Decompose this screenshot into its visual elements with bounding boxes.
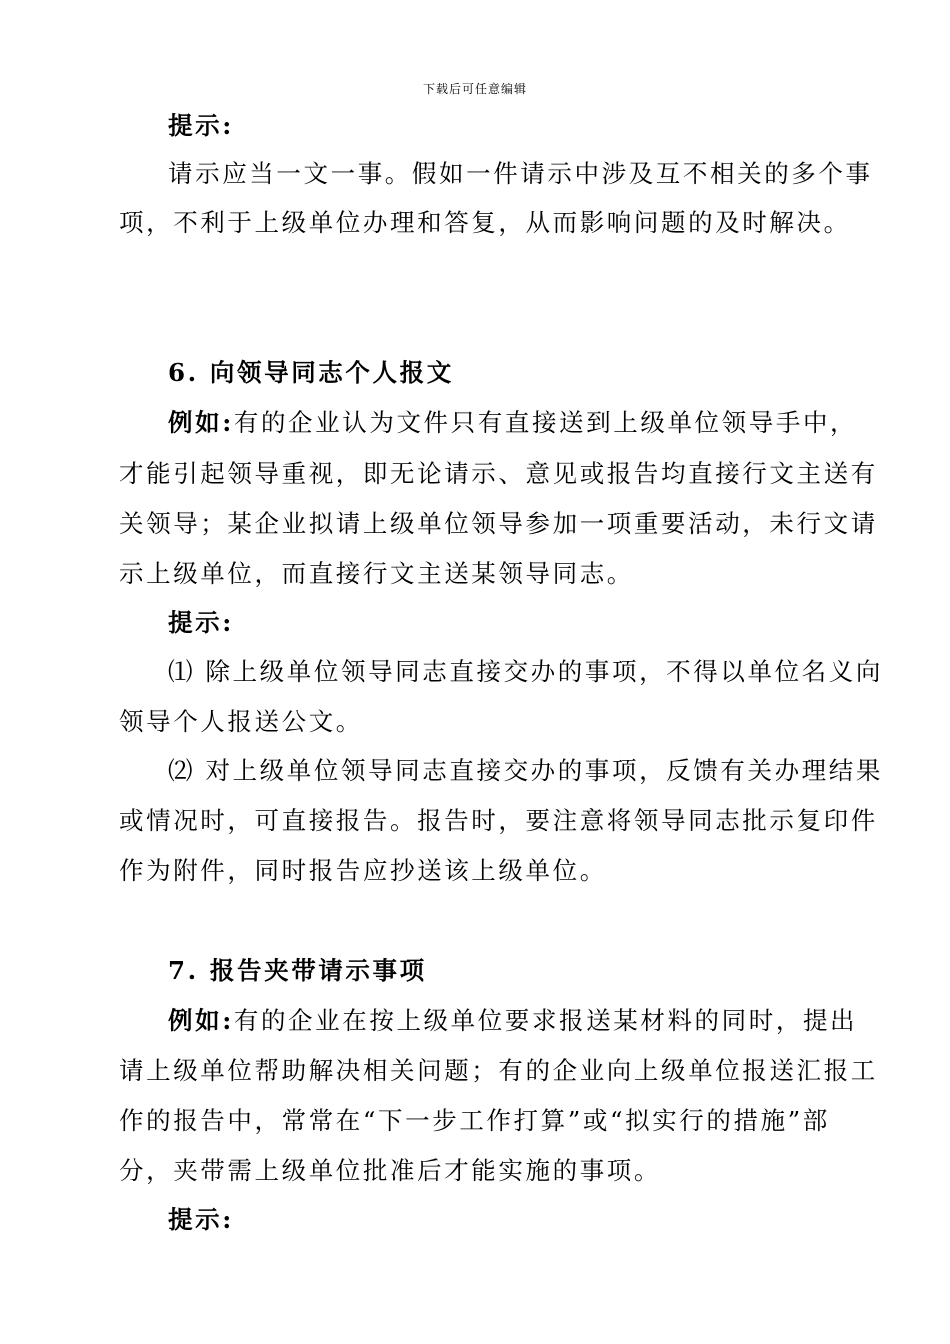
section-7-example-first-line [168,1005,857,1037]
tip-line-prev-2: 项，不利于上级单位办理和答复，从而影响问题的及时解决。 [119,208,851,237]
section-6-example-first-line [168,407,857,439]
tip-label-prev: 提示: [168,111,234,140]
section-6-example-label: 例如: [168,408,234,437]
section-6-point-2-line-1: 或情况时，可直接报告。报告时，要注意将领导同志批示复印件 [119,806,878,835]
section-6-example-line-2: 关领导；某企业拟请上级单位领导参加一项重要活动，未行文请 [119,509,878,538]
section-6-tip-label: 提示: [168,608,234,637]
section-7-example-first: 有的企业在按上级单位要求报送某材料的同时，提出 [233,1006,858,1035]
section-7-tip-label: 提示: [168,1205,234,1234]
section-6-example-line-3: 示上级单位，而直接行文主送某领导同志。 [119,559,634,588]
section-6-point-1-rest: 领导个人报送公文。 [119,707,363,736]
header-note: 下载后可任意编辑 [422,82,527,96]
section-7-example-line-2: 作的报告中，常常在“下一步工作打算”或“拟实行的措施”部 [119,1106,830,1135]
section-6-point-1-first: ⑴ 除上级单位领导同志直接交办的事项，不得以单位名义向 [168,657,883,686]
section-7-example-label: 例如: [168,1006,234,1035]
section-6-example-line-1: 才能引起领导重视，即无论请示、意见或报告均直接行文主送有 [119,459,878,488]
section-7-heading: 7. 报告夹带请示事项 [168,956,427,985]
section-6-point-2-first: ⑵ 对上级单位领导同志直接交办的事项，反馈有关办理结果 [168,756,883,785]
section-6-point-2-line-2: 作为附件，同时报告应抄送该上级单位。 [119,856,607,885]
section-7-example-line-1: 请上级单位帮助解决相关问题；有的企业向上级单位报送汇报工 [119,1056,878,1085]
tip-line-prev-1: 请示应当一文一事。假如一件请示中涉及互不相关的多个事 [168,159,873,188]
section-6-example-first: 有的企业认为文件只有直接送到上级单位领导手中， [233,408,858,437]
section-7-example-line-3: 分，夹带需上级单位批准后才能实施的事项。 [119,1156,661,1185]
section-6-heading: 6. 向领导同志个人报文 [168,358,454,387]
